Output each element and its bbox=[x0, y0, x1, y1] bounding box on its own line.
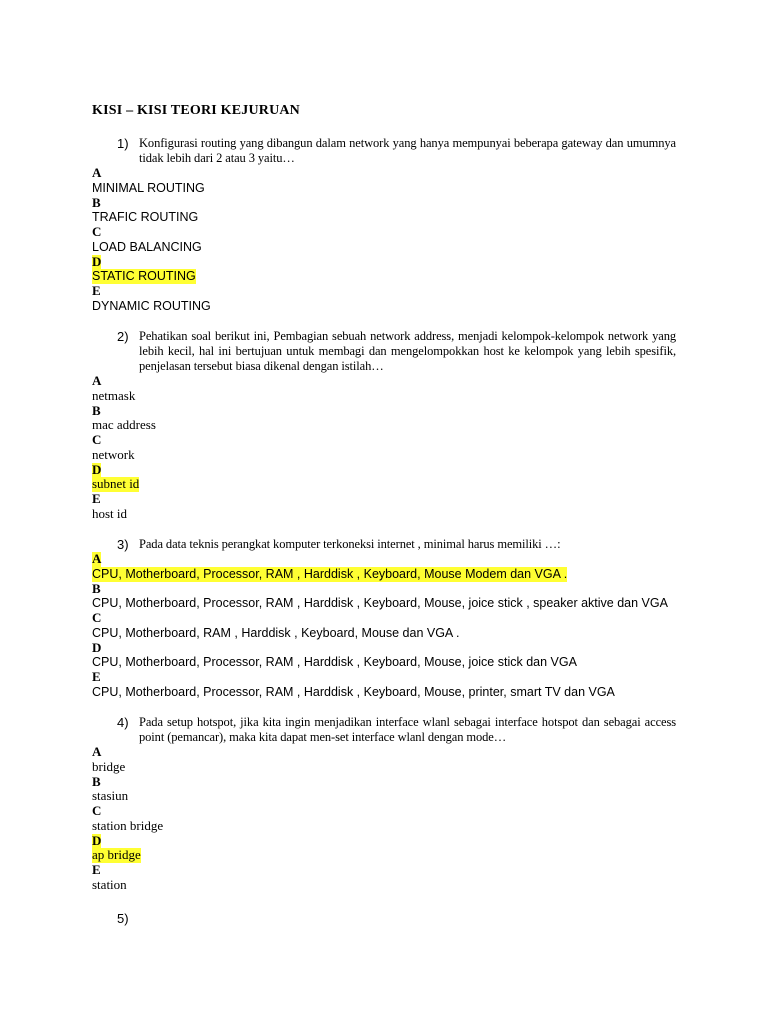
option-text: station bbox=[92, 876, 127, 892]
option-text: station bridge bbox=[92, 817, 164, 833]
option-letter: B bbox=[92, 402, 101, 418]
option-text: CPU, Motherboard, Processor, RAM , Harddisk , Keyboard, Mouse, printer, smart TV dan VGA bbox=[92, 684, 615, 699]
option-text: CPU, Motherboard, Processor, RAM , Harddisk , Keyboard, Mouse, joice stick dan VGA bbox=[92, 655, 577, 670]
option-text: network bbox=[92, 446, 135, 462]
question-number: 1) bbox=[117, 136, 129, 151]
option-letter: E bbox=[92, 283, 101, 298]
question-1 bbox=[92, 136, 676, 314]
correct-option-text: STATIC ROUTING bbox=[92, 269, 196, 284]
option-letter: C bbox=[92, 224, 102, 239]
option-letter: E bbox=[92, 862, 101, 877]
option-letter: E bbox=[92, 491, 101, 506]
option-letter: A bbox=[92, 744, 102, 759]
question-5-number: 5) bbox=[117, 911, 129, 926]
question-text: Pada setup hotspot, jika kita ingin menjadikan interface wlanl sebagai interface hotspot dan sebagai access point (pemancar), maka kita dapat men-set interface wlanl dengan mode… bbox=[139, 715, 676, 744]
option-text: stasiun bbox=[92, 788, 129, 804]
correct-option-letter: D bbox=[92, 253, 102, 269]
question-text: Konfigurasi routing yang dibangun dalam network yang hanya mempunyai beberapa gateway dan umumnya tidak lebih dari 2 atau 3 yaitu… bbox=[139, 136, 676, 165]
correct-option-letter: A bbox=[92, 551, 102, 566]
option-letter: C bbox=[92, 803, 102, 818]
option-text: bridge bbox=[92, 758, 126, 774]
question-4 bbox=[92, 715, 676, 893]
option-letter: B bbox=[92, 194, 101, 210]
option-text: DYNAMIC ROUTING bbox=[92, 298, 211, 313]
correct-option-text: subnet id bbox=[92, 476, 140, 492]
option-text: CPU, Motherboard, Processor, RAM , Harddisk , Keyboard, Mouse, joice stick , speaker aktive dan VGA bbox=[92, 596, 668, 611]
option-letter: B bbox=[92, 580, 101, 596]
correct-option-letter: D bbox=[92, 832, 102, 848]
option-text: host id bbox=[92, 505, 128, 521]
option-letter: E bbox=[92, 669, 101, 684]
option-letter: C bbox=[92, 432, 102, 447]
question-text: Pehatikan soal berikut ini, Pembagian sebuah network address, menjadi kelompok-kelompok network yang lebih kecil, hal ini bertujuan untuk membagi dan mengelompokkan host ke kelompok yang lebih spesifik, penjelasan tersebut biasa dikenal dengan istilah… bbox=[139, 329, 676, 373]
option-letter: A bbox=[92, 373, 102, 388]
option-text: LOAD BALANCING bbox=[92, 239, 202, 254]
question-number: 2) bbox=[117, 329, 129, 344]
question-number: 3) bbox=[117, 537, 129, 552]
document-title: KISI – KISI TEORI KEJURUAN bbox=[92, 103, 300, 118]
option-letter: B bbox=[92, 773, 101, 789]
option-letter: A bbox=[92, 165, 102, 180]
option-list bbox=[92, 374, 676, 522]
option-text: CPU, Motherboard, RAM , Harddisk , Keyboard, Mouse dan VGA . bbox=[92, 625, 460, 640]
correct-option-letter: D bbox=[92, 461, 102, 477]
option-letter: C bbox=[92, 610, 102, 625]
option-list bbox=[92, 745, 676, 893]
option-text: MINIMAL ROUTING bbox=[92, 180, 205, 195]
question-number: 4) bbox=[117, 715, 129, 730]
correct-option-text: CPU, Motherboard, Processor, RAM , Harddisk , Keyboard, Mouse Modem dan VGA . bbox=[92, 566, 568, 581]
option-letter: D bbox=[92, 639, 102, 655]
question-2 bbox=[92, 329, 676, 522]
question-text: Pada data teknis perangkat komputer terkoneksi internet , minimal harus memiliki …: bbox=[139, 537, 561, 551]
question-3 bbox=[92, 537, 676, 700]
option-text: TRAFIC ROUTING bbox=[92, 210, 199, 225]
option-text: netmask bbox=[92, 387, 136, 403]
correct-option-text: ap bridge bbox=[92, 847, 141, 863]
option-list bbox=[92, 166, 676, 314]
option-text: mac address bbox=[92, 417, 156, 433]
option-list bbox=[92, 552, 676, 700]
